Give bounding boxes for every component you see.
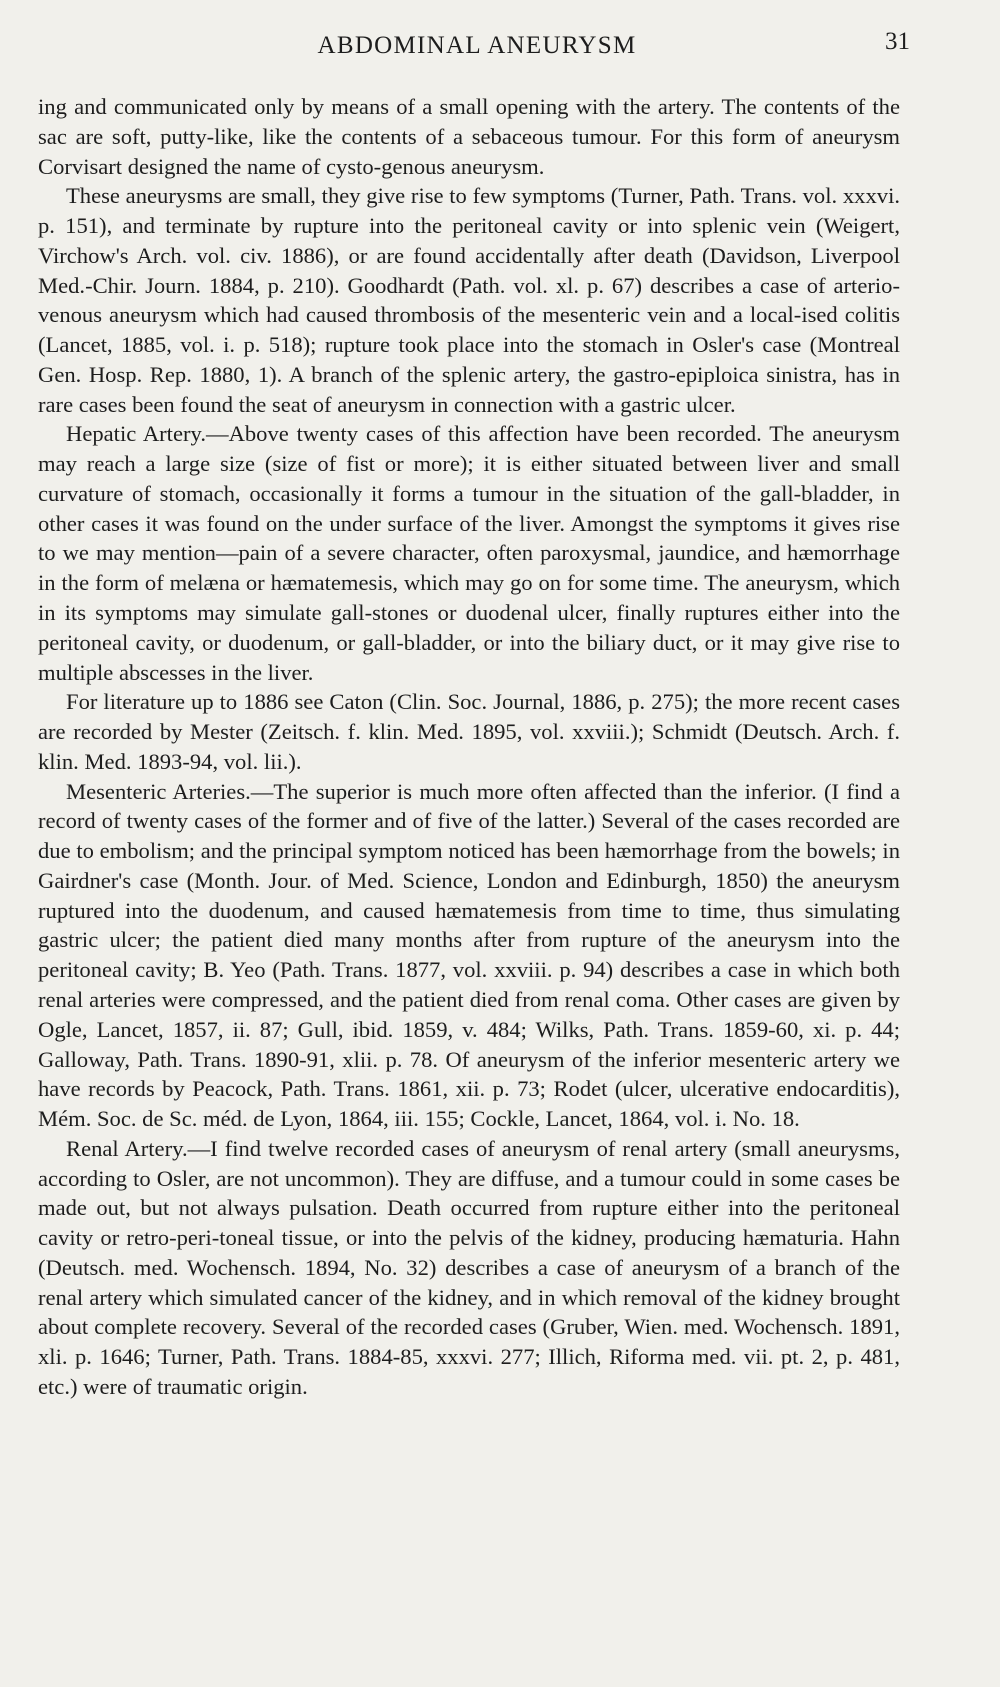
page-number: 31 [885,28,910,55]
page-header [38,28,910,72]
paragraph-hepatic-literature: For literature up to 1886 see Caton (Clin. Soc. Journal, 1886, p. 275); the more recent cases are recorded by Mester (Zeitsch. f. klin. Med. 1895, vol. xxviii.); Schmidt (Deutsch. Arch. f. klin. Med. 1893-94, vol. lii.). [38,689,900,774]
paragraph-small-aneurysms: These aneurysms are small, they give rise to few symptoms (Turner, Path. Trans. vol. xxxvi. p. 151), and terminate by rupture into the peritoneal cavity or into splenic vein (Weigert, Virchow's Arch. vol. civ. 1886), or are found accidentally after death (Davidson, Liverpool Med.-Chir. Journ. 1884, p. 210). Goodhardt (Path. vol. xl. p. 67) describes a case of arterio-venous aneurysm which had caused thrombosis of the mesenteric vein and a local-ised colitis (Lancet, 1885, vol. i. p. 518); rupture took place into the stomach in Osler's case (Montreal Gen. Hosp. Rep. 1880, 1). A branch of the splenic artery, the gastro-epiploica sinistra, has in rare cases been found the seat of aneurysm in connection with a gastric ulcer. [38,183,900,417]
paragraph-mesenteric-arteries: Mesenteric Arteries.—The superior is much more often affected than the inferior. (I find a record of twenty cases of the former and of five of the latter.) Several of the cases recorded are due to embolism; and the principal symptom noticed has been hæmorrhage from the bowels; in Gairdner's case (Month. Jour. of Med. Science, London and Edinburgh, 1850) the aneurysm ruptured into the duodenum, and caused hæmatemesis from time to time, thus simulating gastric ulcer; the patient died many months after from rupture of the aneurysm into the peritoneal cavity; B. Yeo (Path. Trans. 1877, vol. xxviii. p. 94) describes a case in which both renal arteries were compressed, and the patient died from renal coma. Other cases are given by Ogle, Lancet, 1857, ii. 87; Gull, ibid. 1859, v. 484; Wilks, Path. Trans. 1859-60, xi. p. 44; Galloway, Path. Trans. 1890-91, xlii. p. 78. Of aneurysm of the inferior mesenteric artery we have records by Peacock, Path. Trans. 1861, xii. p. 73; Rodet (ulcer, ulcerative endocarditis), Mém. Soc. de Sc. méd. de Lyon, 1864, iii. 155; Cockle, Lancet, 1864, vol. i. No. 18. [38,778,900,1132]
paragraph-cystogenous-continuation: ing and communicated only by means of a small opening with the artery. The contents of the sac are soft, putty-like, like the contents of a sebaceous tumour. For this form of aneurysm Corvisart designed the name of cysto-genous aneurysm. [38,94,900,179]
body-text [38,92,900,1402]
paragraph-renal-artery: Renal Artery.—I find twelve recorded cases of aneurysm of renal artery (small aneurysms, according to Osler, are not uncommon). They are diffuse, and a tumour could in some cases be made out, but not always pulsation. Death occurred from rupture either into the peritoneal cavity or retro-peri-toneal tissue, or into the pelvis of the kidney, producing hæmaturia. Hahn (Deutsch. med. Wochensch. 1894, No. 32) describes a case of aneurysm of a branch of the renal artery which simulated cancer of the kidney, and in which removal of the kidney brought about complete recovery. Several of the recorded cases (Gruber, Wien. med. Wochensch. 1891, xli. p. 1646; Turner, Path. Trans. 1884-85, xxxvi. 277; Illich, Riforma med. vii. pt. 2, p. 481, etc.) were of traumatic origin. [38,1135,900,1399]
running-head: ABDOMINAL ANEURYSM [317,32,637,59]
paragraph-hepatic-artery: Hepatic Artery.—Above twenty cases of this affection have been recorded. The aneurysm may reach a large size (size of fist or more); it is either situated between liver and small curvature of stomach, occasionally it forms a tumour in the situation of the gall-bladder, in other cases it was found on the under surface of the liver. Amongst the symptoms it gives rise to we may mention—pain of a severe character, often paroxysmal, jaundice, and hæmorrhage in the form of melæna or hæmatemesis, which may go on for some time. The aneurysm, which in its symptoms may simulate gall-stones or duodenal ulcer, finally ruptures either into the peritoneal cavity, or duodenum, or gall-bladder, or into the biliary duct, or it may give rise to multiple abscesses in the liver. [38,421,900,685]
